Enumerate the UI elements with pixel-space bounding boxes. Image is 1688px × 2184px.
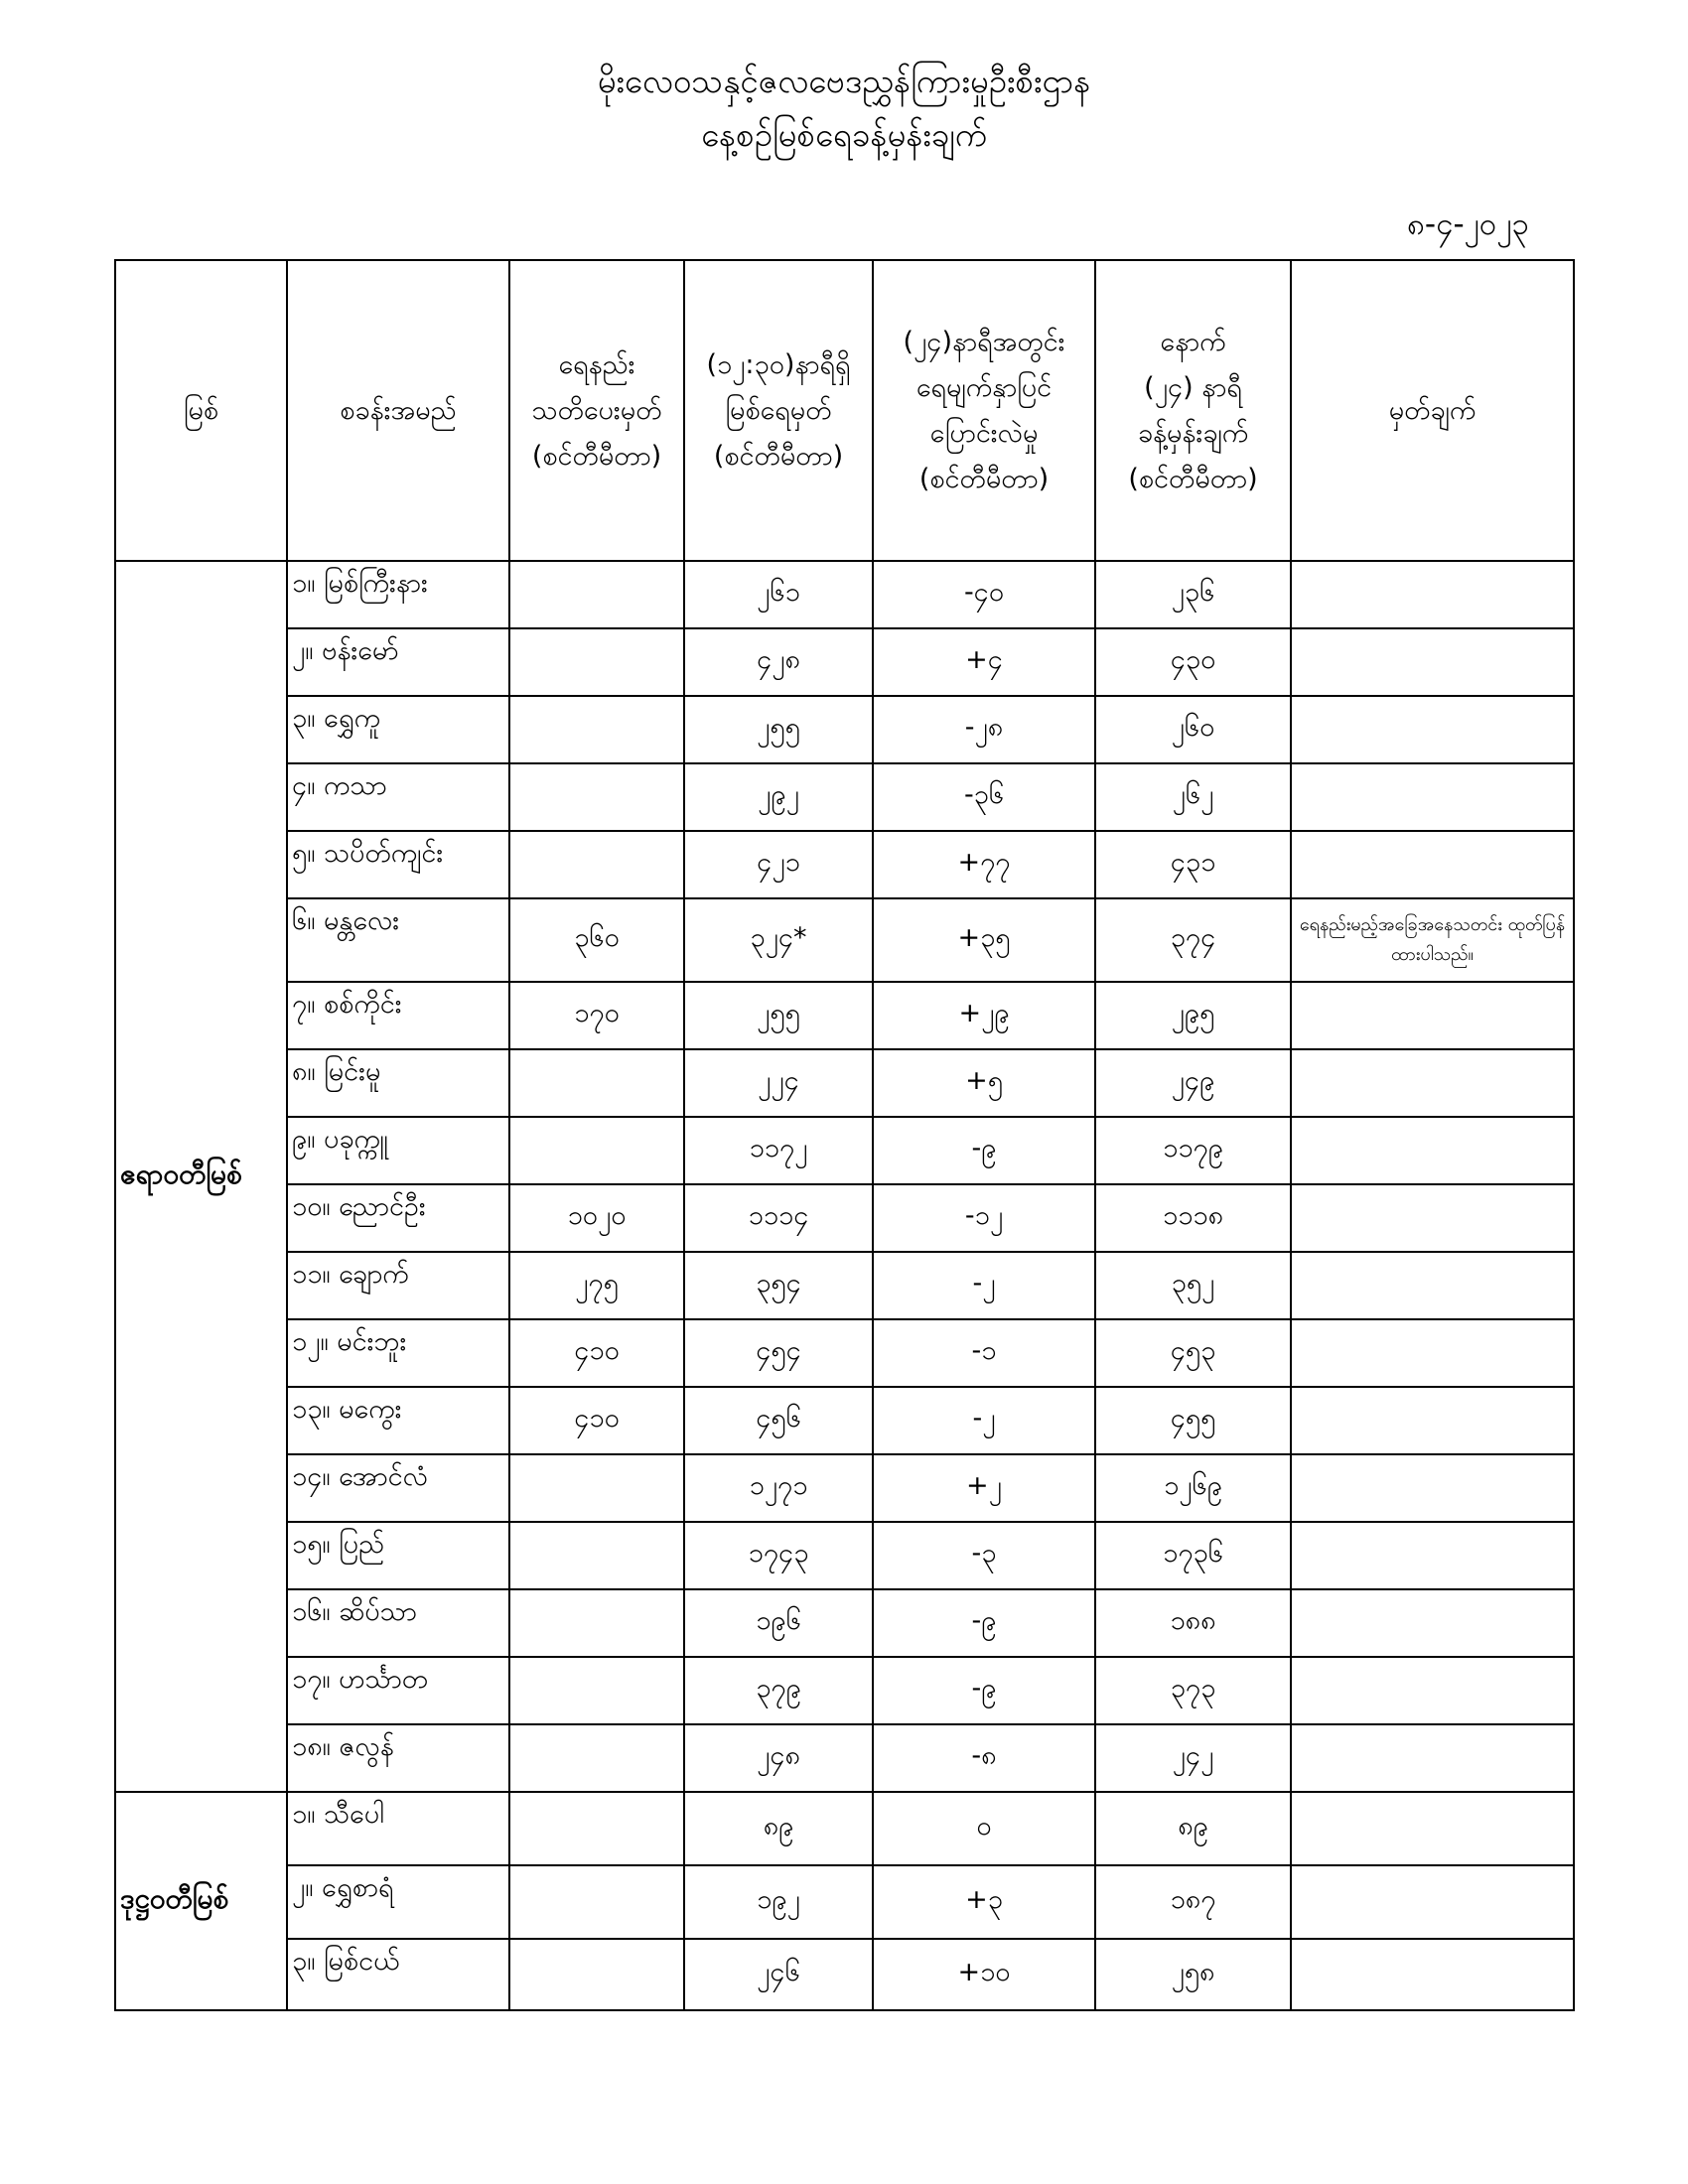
table-body [115, 561, 1574, 2010]
table-row [115, 1522, 1574, 1589]
remark-cell [1291, 1657, 1574, 1724]
document-title: မိုးလေဝသနှင့်ဇလဗေဒညွှန်ကြားမှုဦးစီးဌာန [597, 62, 1091, 100]
table-row [115, 1792, 1574, 1865]
water-level-cell: ၃၂၄* [684, 898, 873, 982]
forecast-cell: ၂၆၂ [1095, 763, 1291, 831]
water-level-cell: ၁၉၆ [684, 1589, 873, 1657]
forecast-cell: ၂၉၅ [1095, 982, 1291, 1049]
danger-level-cell [509, 628, 684, 696]
station-name-cell: ၈။ မြင်းမူ [287, 1049, 509, 1117]
danger-level-cell [509, 1724, 684, 1792]
forecast-cell: ၃၇၄ [1095, 898, 1291, 982]
table-row [115, 1049, 1574, 1117]
remark-cell [1291, 1792, 1574, 1865]
level-change-cell: +၂ [873, 1454, 1095, 1522]
water-level-cell: ၄၅၄ [684, 1319, 873, 1387]
station-name-cell: ၁။ သီပေါ [287, 1792, 509, 1865]
header-change: (၂၄)နာရီအတွင်း ရေမျက်နှာပြင် ပြောင်းလဲမှု (စင်တီမီတာ) [873, 260, 1095, 561]
level-change-cell: -၂ [873, 1252, 1095, 1319]
table-row [115, 1252, 1574, 1319]
river-name-cell: ဧရာဝတီမြစ် [115, 561, 287, 1792]
water-level-cell: ၂၉၂ [684, 763, 873, 831]
station-name-cell: ၁၈။ ဇလွန် [287, 1724, 509, 1792]
level-change-cell: +၁၀ [873, 1939, 1095, 2010]
table-row [115, 1724, 1574, 1792]
danger-level-cell [509, 1792, 684, 1865]
water-level-cell: ၃၅၄ [684, 1252, 873, 1319]
station-name-cell: ၆။ မန္တလေး [287, 898, 509, 982]
danger-level-cell [509, 1454, 684, 1522]
table-row [115, 561, 1574, 628]
station-name-cell: ၂။ ရွှေစာရံ [287, 1865, 509, 1939]
danger-level-cell: ၄၁၀ [509, 1387, 684, 1454]
remark-cell [1291, 1387, 1574, 1454]
level-change-cell: -၃ [873, 1522, 1095, 1589]
forecast-cell: ၄၃၀ [1095, 628, 1291, 696]
station-name-cell: ၁၆။ ဆိပ်သာ [287, 1589, 509, 1657]
remark-cell [1291, 1724, 1574, 1792]
danger-level-cell: ၂၇၅ [509, 1252, 684, 1319]
water-level-cell: ၁၂၇၁ [684, 1454, 873, 1522]
danger-level-cell: ၁၇၀ [509, 982, 684, 1049]
level-change-cell: +၃၅ [873, 898, 1095, 982]
remark-cell [1291, 982, 1574, 1049]
station-name-cell: ၃။ ရွှေကူ [287, 696, 509, 763]
table-row [115, 1454, 1574, 1522]
remark-cell [1291, 1319, 1574, 1387]
document-date: ၈-၄-၂၀၂၃ [1407, 206, 1529, 242]
forecast-cell: ၁၁၁၈ [1095, 1184, 1291, 1252]
station-name-cell: ၁၂။ မင်းဘူး [287, 1319, 509, 1387]
header-danger-level: ရေနည်း သတိပေးမှတ် (စင်တီမီတာ) [509, 260, 684, 561]
forecast-cell: ၂၄၂ [1095, 1724, 1291, 1792]
header-water-level: (၁၂:၃၀)နာရီရှိ မြစ်ရေမှတ် (စင်တီမီတာ) [684, 260, 873, 561]
water-level-cell: ၂၂၄ [684, 1049, 873, 1117]
table-row [115, 1865, 1574, 1939]
forecast-cell: ၁၇၃၆ [1095, 1522, 1291, 1589]
river-forecast-table [114, 259, 1575, 2011]
level-change-cell: +၅ [873, 1049, 1095, 1117]
level-change-cell: ၀ [873, 1792, 1095, 1865]
remark-cell: ရေနည်းမည့်အခြေအနေသတင်း ထုတ်ပြန်ထားပါသည်။ [1291, 898, 1574, 982]
table-row [115, 982, 1574, 1049]
document-subtitle: နေ့စဉ်မြစ်ရေခန့်မှန်းချက် [701, 115, 987, 154]
table-row [115, 763, 1574, 831]
forecast-cell: ၂၅၈ [1095, 1939, 1291, 2010]
danger-level-cell [509, 561, 684, 628]
table-row [115, 1657, 1574, 1724]
water-level-cell: ၄၅၆ [684, 1387, 873, 1454]
danger-level-cell [509, 1657, 684, 1724]
table-row [115, 1319, 1574, 1387]
station-name-cell: ၁၁။ ချောက် [287, 1252, 509, 1319]
forecast-cell: ၂၃၆ [1095, 561, 1291, 628]
danger-level-cell [509, 831, 684, 898]
remark-cell [1291, 1939, 1574, 2010]
station-name-cell: ၃။ မြစ်ငယ် [287, 1939, 509, 2010]
water-level-cell: ၂၅၅ [684, 982, 873, 1049]
level-change-cell: -၄၀ [873, 561, 1095, 628]
danger-level-cell: ၃၆၀ [509, 898, 684, 982]
station-name-cell: ၁၄။ အောင်လံ [287, 1454, 509, 1522]
forecast-cell: ၁၈၇ [1095, 1865, 1291, 1939]
level-change-cell: -၂ [873, 1387, 1095, 1454]
water-level-cell: ၃၇၉ [684, 1657, 873, 1724]
station-name-cell: ၁၃။ မကွေး [287, 1387, 509, 1454]
danger-level-cell [509, 1589, 684, 1657]
station-name-cell: ၂။ ဗန်းမော် [287, 628, 509, 696]
forecast-cell: ၄၃၁ [1095, 831, 1291, 898]
danger-level-cell [509, 763, 684, 831]
station-name-cell: ၇။ စစ်ကိုင်း [287, 982, 509, 1049]
station-name-cell: ၄။ ကသာ [287, 763, 509, 831]
level-change-cell: -၁၂ [873, 1184, 1095, 1252]
table-row [115, 1184, 1574, 1252]
forecast-cell: ၈၉ [1095, 1792, 1291, 1865]
station-name-cell: ၁၅။ ပြည် [287, 1522, 509, 1589]
remark-cell [1291, 1184, 1574, 1252]
forecast-cell: ၁၂၆၉ [1095, 1454, 1291, 1522]
header-remarks: မှတ်ချက် [1291, 260, 1574, 561]
table-header-row [115, 260, 1574, 561]
remark-cell [1291, 1454, 1574, 1522]
remark-cell [1291, 1252, 1574, 1319]
level-change-cell: -၁ [873, 1319, 1095, 1387]
water-level-cell: ၂၄၈ [684, 1724, 873, 1792]
water-level-cell: ၁၁၁၄ [684, 1184, 873, 1252]
level-change-cell: -၃၆ [873, 763, 1095, 831]
station-name-cell: ၁၀။ ညောင်ဦး [287, 1184, 509, 1252]
water-level-cell: ၁၇၄၃ [684, 1522, 873, 1589]
remark-cell [1291, 1049, 1574, 1117]
forecast-cell: ၄၅၃ [1095, 1319, 1291, 1387]
forecast-cell: ၂၆၀ [1095, 696, 1291, 763]
table-row [115, 831, 1574, 898]
danger-level-cell [509, 1522, 684, 1589]
level-change-cell: +၃ [873, 1865, 1095, 1939]
level-change-cell: -၉ [873, 1657, 1095, 1724]
table-row [115, 1387, 1574, 1454]
level-change-cell: -၈ [873, 1724, 1095, 1792]
header-river: မြစ် [115, 260, 287, 561]
water-level-cell: ၁၉၂ [684, 1865, 873, 1939]
water-level-cell: ၂၄၆ [684, 1939, 873, 2010]
remark-cell [1291, 763, 1574, 831]
water-level-cell: ၄၂၈ [684, 628, 873, 696]
level-change-cell: +၂၉ [873, 982, 1095, 1049]
level-change-cell: -၉ [873, 1589, 1095, 1657]
water-level-cell: ၂၅၅ [684, 696, 873, 763]
remark-cell [1291, 628, 1574, 696]
header-station: စခန်းအမည် [287, 260, 509, 561]
level-change-cell: +၄ [873, 628, 1095, 696]
station-name-cell: ၁။ မြစ်ကြီးနား [287, 561, 509, 628]
remark-cell [1291, 1589, 1574, 1657]
station-name-cell: ၉။ ပခုက္ကူ [287, 1117, 509, 1184]
remark-cell [1291, 696, 1574, 763]
level-change-cell: -၂၈ [873, 696, 1095, 763]
table-row [115, 1939, 1574, 2010]
danger-level-cell [509, 1049, 684, 1117]
forecast-cell: ၂၄၉ [1095, 1049, 1291, 1117]
forecast-cell: ၄၅၅ [1095, 1387, 1291, 1454]
remark-cell [1291, 831, 1574, 898]
forecast-cell: ၃၅၂ [1095, 1252, 1291, 1319]
danger-level-cell [509, 1939, 684, 2010]
remark-cell [1291, 1865, 1574, 1939]
level-change-cell: +၇၇ [873, 831, 1095, 898]
danger-level-cell [509, 696, 684, 763]
table-row [115, 1589, 1574, 1657]
remark-cell [1291, 1522, 1574, 1589]
danger-level-cell: ၄၁၀ [509, 1319, 684, 1387]
forecast-cell: ၁၈၈ [1095, 1589, 1291, 1657]
level-change-cell: -၉ [873, 1117, 1095, 1184]
remark-cell [1291, 561, 1574, 628]
table-row [115, 696, 1574, 763]
forecast-cell: ၃၇၃ [1095, 1657, 1291, 1724]
water-level-cell: ၈၉ [684, 1792, 873, 1865]
water-level-cell: ၂၆၁ [684, 561, 873, 628]
forecast-cell: ၁၁၇၉ [1095, 1117, 1291, 1184]
danger-level-cell [509, 1117, 684, 1184]
station-name-cell: ၁၇။ ဟင်္သာတ [287, 1657, 509, 1724]
station-name-cell: ၅။ သပိတ်ကျင်း [287, 831, 509, 898]
remark-cell [1291, 1117, 1574, 1184]
river-name-cell: ဒုဋ္ဌဝတီမြစ် [115, 1792, 287, 2010]
danger-level-cell [509, 1865, 684, 1939]
table-row [115, 628, 1574, 696]
table-row [115, 1117, 1574, 1184]
table-row [115, 898, 1574, 982]
water-level-cell: ၄၂၁ [684, 831, 873, 898]
danger-level-cell: ၁၀၂၀ [509, 1184, 684, 1252]
header-forecast: နောက် (၂၄) နာရီ ခန့်မှန်းချက် (စင်တီမီတာ) [1095, 260, 1291, 561]
water-level-cell: ၁၁၇၂ [684, 1117, 873, 1184]
